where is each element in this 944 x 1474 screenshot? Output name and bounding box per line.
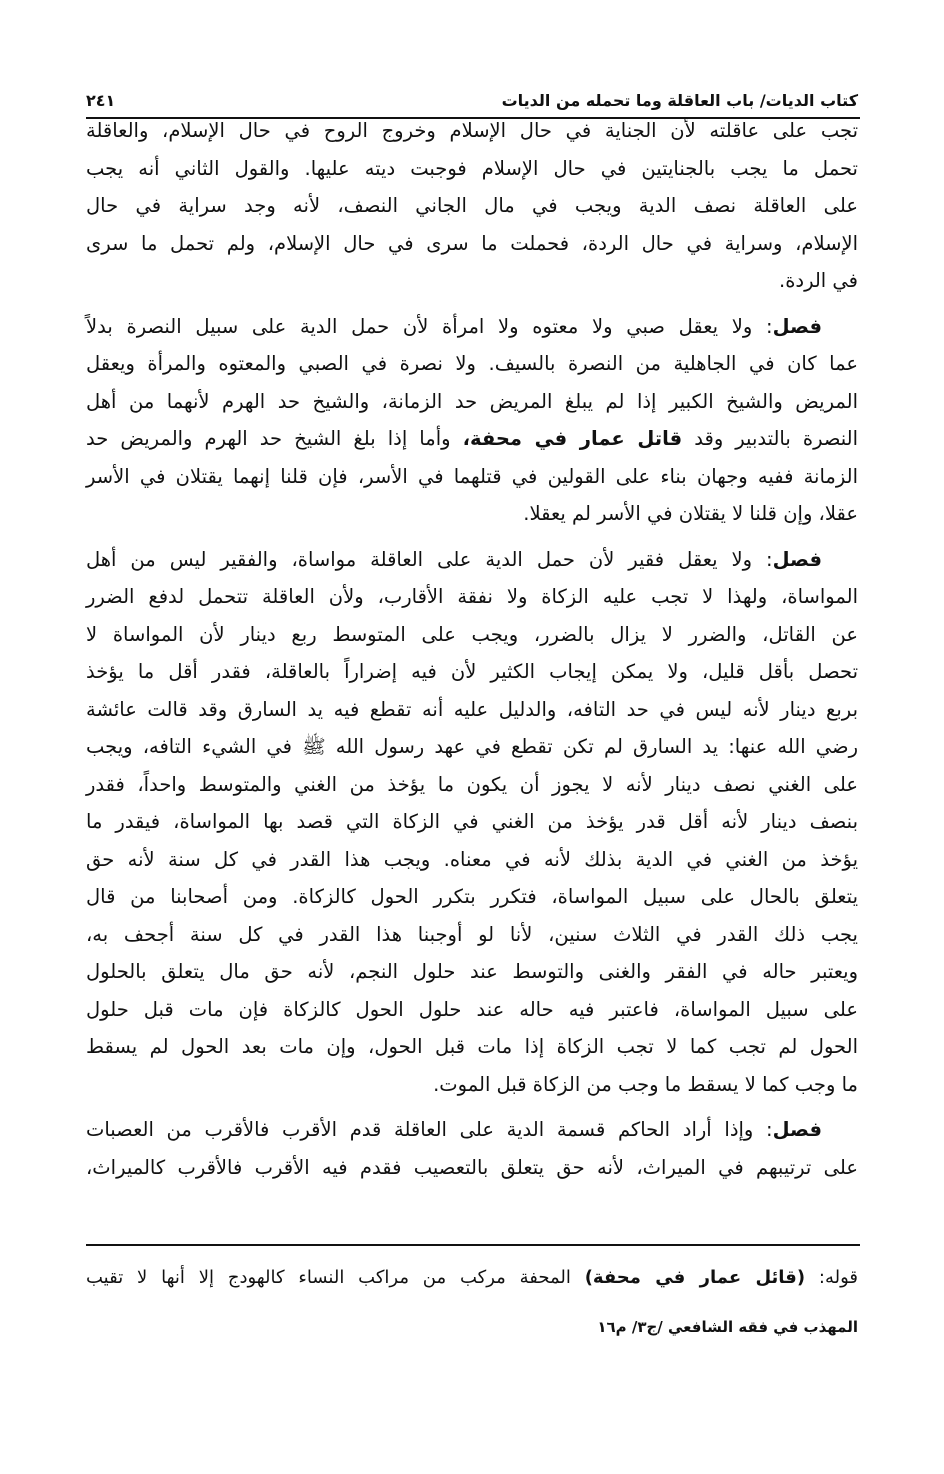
- text-line: [86, 616, 858, 654]
- bold-text: فصل: [772, 1118, 822, 1141]
- text-line: [86, 953, 858, 991]
- text-segment: يؤخذ من الغني في الدية بذلك لأنه في معناه. ويجب هذا القدر في كل سنة لأنه حق: [86, 847, 858, 871]
- text-line: [86, 878, 858, 916]
- text-line: [86, 728, 858, 766]
- text-segment: بنصف دينار لأنه أقل قدر يؤخذ من الغني في الزكاة التي قصد بها المواساة، فيقدر ما: [86, 810, 858, 833]
- header-title: كتاب الديات/ باب العاقلة وما تحمله من الديات: [501, 90, 858, 110]
- text-segment: الحول لم تجب كما لا تجب الزكاة إذا مات قبل الحول، وإن مات بعد الحول لم يسقط: [86, 1035, 858, 1058]
- text-segment: على العاقلة نصف الدية ويجب في مال الجاني النصف، لأنه وجد سراية في حال: [86, 194, 858, 217]
- text-line: [86, 187, 858, 225]
- text-segment: في الردة.: [779, 269, 858, 292]
- text-segment: على ترتيبهم في الميراث، لأنه حق يتعلق بالتعصيب فقدم فيه الأقرب فالأقرب كالميراث،: [86, 1155, 858, 1179]
- text-line: [86, 308, 858, 346]
- text-line: [86, 225, 858, 263]
- text-segment: عقلا، وإن قلنا لا يقتلان في الأسر لم يعقلا.: [523, 502, 858, 525]
- text-segment: : وإذا أراد الحاكم قسمة الدية على العاقلة قدم الأقرب فالأقرب من العصبات: [86, 1118, 773, 1141]
- text-line: [86, 916, 858, 954]
- text-line: [86, 541, 858, 579]
- text-segment: تجب على عاقلته لأن الجناية في حال الإسلام وخروج الروح في حال الإسلام، والعاقلة: [86, 119, 858, 142]
- bold-text: فصل: [772, 547, 822, 571]
- paragraph: [86, 308, 858, 533]
- text-line: [86, 803, 858, 841]
- text-line: [86, 991, 858, 1029]
- paragraph: [86, 541, 858, 1104]
- main-text: [86, 112, 858, 1194]
- text-line: [86, 653, 858, 691]
- text-line: [86, 1028, 858, 1066]
- text-segment: يجب ذلك القدر في الثلاث سنين، لأنا لو أوجبنا هذا القدر في كل سنة أجحف به،: [86, 922, 858, 946]
- footer-signature: المهذب في فقه الشافعي /ج٣/ م١٦: [597, 1318, 858, 1336]
- text-line: [86, 262, 858, 300]
- text-line: [86, 150, 858, 188]
- text-segment: عن القاتل، والضرر لا يزال بالضرر، ويجب على المتوسط ربع دينار لأن المواساة لا: [86, 622, 858, 646]
- text-segment: ما وجب كما لا يسقط ما وجب من الزكاة قبل الموت.: [433, 1072, 858, 1096]
- text-line: [86, 1066, 858, 1104]
- text-segment: عما كان في الجاهلية من النصرة بالسيف. ولا نصرة في الصبي والمعتوه والمرأة ويعقل: [86, 352, 858, 375]
- bold-text: قاتل عمار في محفة،: [462, 427, 683, 450]
- text-segment: على الغني نصف دينار لأنه لا يجوز أن يكون ما يؤخذ من الغني والمتوسط واحداً، فقدر: [86, 772, 858, 796]
- text-segment: المريض والشيخ الكبير إذا لم يبلغ المريض حد الزمانة، والشيخ حد الهرم لأنهما من أهل: [86, 389, 858, 413]
- text-line: [86, 112, 858, 150]
- text-segment: رضي الله عنها: يد السارق لم تكن تقطع في عهد رسول الله ﷺ في الشيء التافه، ويجب: [86, 735, 858, 758]
- text-line: [86, 383, 858, 421]
- text-segment: ويعتبر حاله في الفقر والغنى والتوسط عند حلول النجم، لأنه حق مال يتعلق بالحلول: [86, 960, 858, 983]
- footnote-term: (قائل عمار في محفة): [584, 1267, 806, 1288]
- text-line: [86, 1149, 858, 1187]
- text-line: [86, 691, 858, 729]
- text-segment: : ولا يعقل صبي ولا معتوه ولا امرأة لأن حمل الدية على سبيل النصرة بدلاً: [86, 314, 773, 338]
- page-number: ٢٤١: [86, 90, 116, 110]
- text-line: [86, 841, 858, 879]
- text-segment: وأما إذا بلغ الشيخ حد الهرم والمريض حد: [86, 427, 463, 450]
- text-line: [86, 766, 858, 804]
- text-line: [86, 458, 858, 496]
- text-segment: المواساة، ولهذا لا تجب عليه الزكاة ولا نفقة الأقارب، ولأن العاقلة تتحمل لدفع الضرر: [86, 585, 858, 608]
- text-segment: الإسلام، وسراية في حال الردة، فحملت ما سرى في حال الإسلام، ولم تحمل ما سرى: [86, 231, 858, 255]
- paragraph: [86, 112, 858, 300]
- footnote-rule: [86, 1244, 860, 1246]
- text-line: [86, 345, 858, 383]
- footnote-prefix: قوله:: [805, 1267, 859, 1288]
- bold-text: فصل: [772, 314, 822, 338]
- text-line: [86, 1111, 858, 1149]
- text-line: [86, 495, 858, 533]
- running-header: [86, 86, 858, 114]
- text-segment: : ولا يعقل فقير لأن حمل الدية على العاقلة مواساة، والفقير ليس من أهل: [86, 547, 773, 571]
- footnote: [86, 1262, 858, 1294]
- text-segment: تحصل بأقل قليل، ولا يمكن إيجاب الكثير لأن فيه إضراراً بالعاقلة، فقدر أقل ما يؤخذ: [86, 660, 858, 683]
- text-segment: بربع دينار لأنه ليس في حد التافه، والدليل عليه أنه تقطع فيه يد السارق وقد قالت عائشة: [86, 697, 858, 721]
- paragraph: [86, 1111, 858, 1186]
- text-segment: النصرة بالتدبير وقد: [682, 427, 858, 450]
- text-segment: على سبيل المواساة، فاعتبر فيه حاله عند حلول الحول كالزكاة فإن مات قبل حلول: [86, 997, 858, 1021]
- text-segment: يتعلق بالحال على سبيل المواساة، فتكرر بتكرر الحول كالزكاة. ومن أصحابنا من قال: [86, 885, 858, 908]
- text-segment: تحمل ما يجب بالجنايتين في حال الإسلام فوجبت ديته عليها. والقول الثاني أنه يجب: [86, 156, 858, 180]
- footnote-text: المحفة مركب من مراكب النساء كالهودج إلا أنها لا تقيب: [86, 1267, 585, 1288]
- text-segment: الزمانة ففيه وجهان بناء على القولين في قتلهما في الأسر، فإن قلنا إنهما يقتلان في الأسر: [86, 464, 858, 488]
- text-line: [86, 420, 858, 458]
- text-line: [86, 578, 858, 616]
